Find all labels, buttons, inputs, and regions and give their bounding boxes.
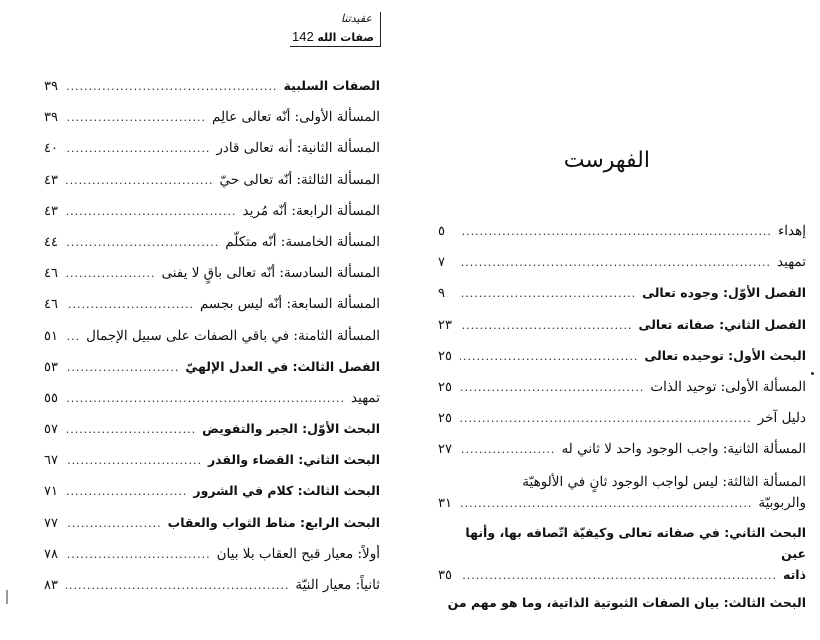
dot-leader: [66, 421, 196, 439]
entry-page-number: ٤٤: [44, 234, 58, 250]
toc-entry: [438, 440, 806, 471]
toc-entry-multiline: [438, 472, 806, 514]
entry-title-line2: ذاته: [783, 566, 806, 582]
entry-title: المسألة الثامنة: في باقي الصفات على سبيل الإجمال: [86, 327, 380, 344]
entry-title: البحث الأوّل: الجبر والتفويض: [202, 421, 380, 437]
dot-leader: [460, 379, 644, 397]
dot-leader: [66, 172, 214, 190]
entry-title: المسألة الأولى: أنّه تعالى عالِم: [212, 109, 380, 126]
entry-title: المسألة الثانية: أنه تعالى قادر: [216, 140, 380, 157]
header-logo: عقيدتنا: [341, 12, 372, 25]
toc-entry: [438, 316, 806, 347]
toc-entry: [44, 389, 380, 420]
dot-leader: [66, 359, 179, 377]
entry-page-number: ٥١: [44, 328, 58, 344]
toc-entry: [438, 222, 806, 253]
entry-page-number: ٢٥: [438, 348, 452, 364]
toc-entry: [44, 420, 380, 451]
entry-title: الفصل الثاني: صفاته تعالى: [638, 316, 806, 332]
entry-title: تمهيد: [777, 254, 806, 271]
entry-title: البحث الرابع: مناط الثواب والعقاب: [167, 514, 380, 530]
dot-leader: [460, 441, 555, 459]
toc-entry: [44, 233, 380, 264]
toc-entry: [44, 264, 380, 295]
entry-title: المسألة الثالثة: أنّه تعالى حيّ: [219, 171, 380, 188]
entry-title: البحث الثالث: بيان الصفات الثبوتية الذاتية، وما هو مهم من: [447, 594, 806, 610]
toc-entry: [44, 202, 380, 233]
toc-entry: [438, 253, 806, 284]
entry-title: أولاً: معيار قبح العقاب بلا بيان: [216, 545, 380, 562]
dot-leader: [460, 285, 636, 303]
dot-leader: [66, 390, 345, 408]
running-header: [290, 12, 381, 47]
entry-page-number: ٥٣: [44, 359, 58, 375]
dot-leader: [66, 577, 289, 595]
entry-page-number: ٥: [438, 224, 445, 239]
entry-page-number: ٧١: [44, 484, 58, 500]
dot-leader: [460, 254, 771, 272]
entry-page-number: ٧٨: [44, 546, 58, 562]
entry-page-number: ٣١: [438, 495, 452, 511]
entry-page-number: ٦٧: [44, 453, 58, 469]
toc-entry: [44, 77, 380, 108]
scan-dot: [811, 372, 814, 375]
entry-title: المسألة الأولى: توحيد الذات: [650, 378, 806, 395]
toc-entry: [438, 409, 806, 440]
entry-title-line1: البحث الثاني: في صفاته تعالى وكيفيّة اتّصافه بها، وأنها عين: [465, 524, 806, 561]
entry-page-number: ٣٩: [44, 110, 58, 126]
entry-page-number: ٧٧: [44, 515, 58, 531]
scan-mark: [6, 590, 8, 604]
dot-leader: [460, 493, 752, 514]
toc-list-left: [44, 77, 380, 607]
entry-title: إهداء: [777, 223, 806, 239]
dot-leader: [66, 265, 155, 283]
entry-page-number: ٢٣: [438, 317, 452, 333]
entry-title: البحث الأول: توحيده تعالى: [644, 347, 806, 363]
entry-page-number: ٥٧: [44, 422, 58, 438]
entry-title-line1: المسألة الثالثة: ليس لواجب الوجود ثانٍ في الألوهيّة: [522, 473, 806, 490]
dot-leader: [66, 296, 194, 314]
entry-page-number: ٧: [438, 255, 445, 271]
toc-entry: [438, 378, 806, 409]
entry-title-line2: والربوبيّة: [758, 494, 806, 511]
toc-entry: [44, 451, 380, 482]
toc-entry: [44, 514, 380, 545]
dot-leader: [66, 78, 278, 96]
entry-title: المسألة الخامسة: أنّه متكلّم: [225, 233, 380, 250]
entry-title: المسألة الثانية: واجب الوجود واحد لا ثاني له: [561, 441, 806, 458]
entry-page-number: ٨٣: [44, 578, 58, 593]
toc-entry-multiline: [438, 522, 806, 586]
dot-leader: [460, 348, 638, 366]
toc-entry: [44, 327, 380, 358]
toc-entry: [44, 545, 380, 576]
entry-title: ثانياً: معيار النيّة: [295, 577, 380, 593]
dot-leader: [66, 483, 187, 501]
toc-entry: [44, 108, 380, 139]
dot-leader: [66, 234, 219, 252]
entry-page-number: ٢٧: [438, 442, 452, 458]
toc-entry: [44, 482, 380, 513]
entry-title: الفصل الثالث: في العدل الإلهيّ: [185, 358, 380, 374]
entry-title: المسألة السادسة: أنّه تعالى باقٍ لا يفنى: [161, 265, 380, 282]
toc-entry: [438, 347, 806, 378]
entry-title: تمهيد: [351, 389, 380, 406]
page-number: 142: [292, 29, 314, 44]
entry-page-number: ٤٣: [44, 172, 58, 188]
entry-page-number: ٤٦: [44, 266, 58, 282]
dot-leader: [66, 203, 237, 221]
dot-leader: [66, 328, 80, 346]
entry-page-number: ٤٣: [44, 203, 58, 219]
dot-leader: [66, 140, 210, 158]
toc-entry: [44, 576, 380, 607]
entry-page-number: ٤٠: [44, 141, 58, 157]
right-page: [410, 0, 820, 640]
entry-page-number: ٩: [438, 286, 445, 302]
entry-page-number: ٣٥: [438, 567, 452, 583]
entry-title: البحث الثاني: القضاء والقدر: [207, 452, 380, 468]
toc-entry: [44, 139, 380, 170]
dot-leader: [66, 546, 211, 564]
entry-page-number: ٤٦: [44, 297, 58, 313]
entry-line2: [438, 564, 806, 586]
dot-leader: [460, 223, 772, 241]
dot-leader: [66, 452, 202, 470]
toc-list-right: [438, 222, 806, 612]
entry-line2: [438, 493, 806, 514]
dot-leader: [66, 109, 206, 127]
toc-heading: الفهرست: [563, 148, 650, 173]
toc-entry: [438, 284, 806, 315]
toc-entry-continued: [438, 594, 806, 612]
toc-entry: [44, 295, 380, 326]
entry-title: المسألة الرابعة: أنّه مُريد: [242, 202, 380, 219]
entry-page-number: ٢٥: [438, 379, 452, 395]
entry-title: البحث الثالث: كلام في الشرور: [193, 483, 380, 499]
dot-leader: [460, 565, 777, 586]
running-title: صفات الله: [317, 31, 374, 44]
entry-page-number: ٢٥: [438, 411, 452, 427]
entry-title: المسألة السابعة: أنّه ليس بجسم: [199, 296, 380, 313]
entry-title: دليل آخر: [757, 410, 806, 427]
dot-leader: [66, 515, 162, 533]
toc-entry: [44, 358, 380, 389]
entry-page-number: ٥٥: [44, 390, 58, 406]
entry-title: الفصل الأوّل: وجوده تعالى: [642, 285, 806, 301]
dot-leader: [460, 410, 752, 428]
dot-leader: [460, 317, 633, 335]
entry-page-number: ٣٩: [44, 79, 58, 94]
entry-title: الصفات السلبية: [283, 78, 380, 93]
toc-entry: [44, 171, 380, 202]
